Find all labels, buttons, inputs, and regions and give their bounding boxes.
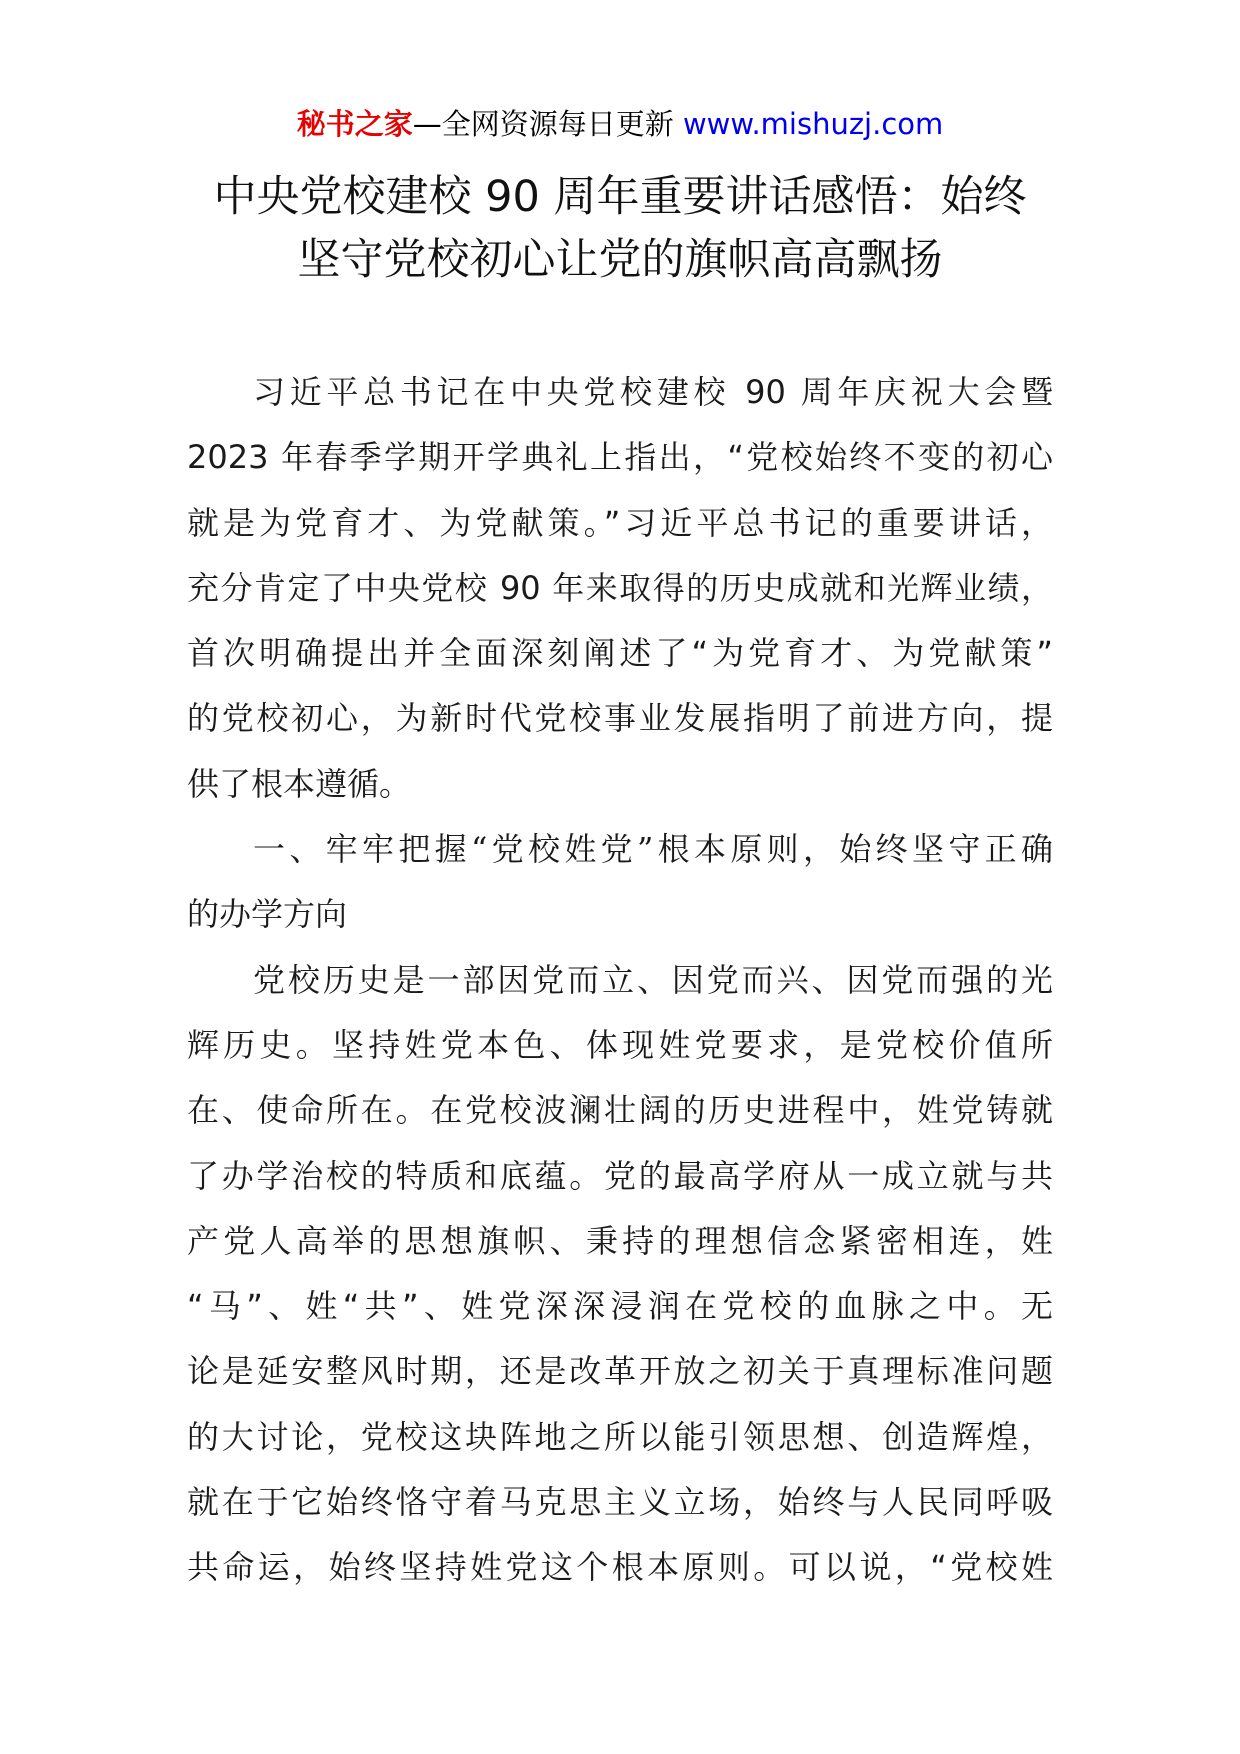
text-line: 首次明确提出并全面深刻阐述了“为党育才、为党献策” (187, 634, 1053, 673)
text-line: 共命运，始终坚持姓党这个根本原则。可以说，“党校姓 (187, 1548, 1053, 1587)
text-line: 就是为党育才、为党献策。”习近平总书记的重要讲话， (187, 503, 1053, 542)
section-heading-1 (187, 817, 1053, 948)
text-line: 了办学治校的特质和底蕴。党的最高学府从一成立就与共 (187, 1156, 1053, 1195)
document-body (187, 360, 1053, 1601)
text-line: 2023 年春季学期开学典礼上指出，“党校始终不变的初心 (187, 438, 1053, 477)
text-line: 充分肯定了中央党校 90 年来取得的历史成就和光辉业绩， (187, 568, 1053, 607)
banner-slogan: —全网资源每日更新 (412, 107, 674, 141)
heading-line: 一、牢牢把握“党校姓党”根本原则，始终坚守正确 (253, 830, 1053, 869)
title-line-1: 中央党校建校 90 周年重要讲话感悟：始终 (213, 172, 1027, 222)
text-line: 论是延安整风时期，还是改革开放之初关于真理标准问题 (187, 1352, 1053, 1391)
text-line: 习近平总书记在中央党校建校 90 周年庆祝大会暨 (253, 373, 1053, 411)
text-line: “马”、姓“共”、姓党深深浸润在党校的血脉之中。无 (187, 1287, 1053, 1326)
text-line: 辉历史。坚持姓党本色、体现姓党要求，是党校价值所 (187, 1025, 1053, 1064)
text-line: 党校历史是一部因党而立、因党而兴、因党而强的光 (253, 960, 1053, 999)
site-banner (0, 104, 1240, 144)
text-line: 供了根本遵循。 (187, 764, 412, 803)
brand-name: 秘书之家 (296, 107, 413, 141)
text-line: 产党人高举的思想旗帜、秉持的理想信念紧密相连，姓 (187, 1221, 1053, 1260)
text-line: 在、使命所在。在党校波澜壮阔的历史进程中，姓党铸就 (187, 1091, 1053, 1130)
text-line: 的大讨论，党校这块阵地之所以能引领思想、创造辉煌， (187, 1417, 1053, 1456)
document-title (0, 166, 1240, 292)
paragraph-section-1 (187, 948, 1053, 1601)
paragraph-intro (187, 360, 1053, 817)
text-line: 就在于它始终恪守着马克思主义立场，始终与人民同呼吸 (187, 1483, 1053, 1522)
title-line-2: 坚守党校初心让党的旗帜高高飘扬 (297, 235, 943, 285)
heading-line: 的办学方向 (187, 895, 348, 934)
text-line: 的党校初心，为新时代党校事业发展指明了前进方向，提 (187, 699, 1053, 738)
site-link[interactable]: www.mishuzj.com (682, 107, 944, 141)
